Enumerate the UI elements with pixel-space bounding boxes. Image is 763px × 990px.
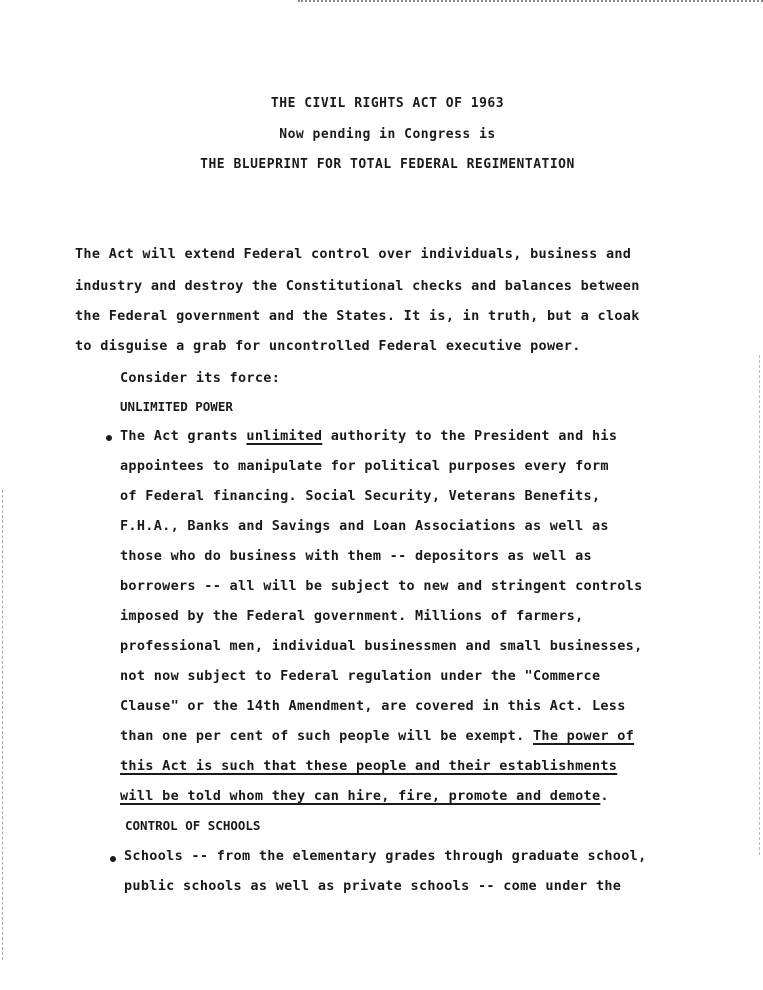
title-line-3: THE BLUEPRINT FOR TOTAL FEDERAL REGIMENTATION xyxy=(200,157,575,172)
section2-line-2: public schools as well as private schools -- come under the xyxy=(124,878,622,894)
section1-line-3: of Federal financing. Social Security, Veterans Benefits, xyxy=(120,488,601,504)
bullet-icon xyxy=(110,856,116,862)
intro-line-4: to disguise a grab for uncontrolled Federal executive power. xyxy=(75,338,581,354)
section1-line-13: will be told whom they can hire, fire, promote and demote. xyxy=(120,788,609,804)
section1-line-12 xyxy=(120,758,617,774)
underlined-text: this Act is such that these people and their establishments xyxy=(120,758,618,774)
section1-line-4: F.H.A., Banks and Savings and Loan Associations as well as xyxy=(120,518,609,534)
section1-line-2: appointees to manipulate for political purposes every form xyxy=(120,458,609,474)
intro-line-2: industry and destroy the Constitutional checks and balances between xyxy=(75,278,640,294)
underlined-text: unlimited xyxy=(246,428,323,444)
underlined-text: The power of xyxy=(532,728,635,744)
section1-line-6: borrowers -- all will be subject to new and stringent controls xyxy=(120,578,643,594)
underlined-text: will be told whom they can hire, fire, promote and demote xyxy=(120,788,601,804)
section-heading-unlimited-power: UNLIMITED POWER xyxy=(120,399,233,414)
section2-line-1: Schools -- from the elementary grades through graduate school, xyxy=(124,848,647,864)
intro-line-3: the Federal government and the States. It is, in truth, but a cloak xyxy=(75,308,640,324)
consider-line: Consider its force: xyxy=(120,370,281,386)
scan-edge-dotted-rule xyxy=(298,0,763,2)
section-heading-control-of-schools: CONTROL OF SCHOOLS xyxy=(125,818,261,833)
section1-line-7: imposed by the Federal government. Millions of farmers, xyxy=(120,608,584,624)
section1-line-9: not now subject to Federal regulation under the "Commerce xyxy=(120,668,601,684)
title-line-1: THE CIVIL RIGHTS ACT OF 1963 xyxy=(270,96,505,111)
intro-line-1: The Act will extend Federal control over individuals, business and xyxy=(75,246,632,262)
section1-line-10: Clause" or the 14th Amendment, are covered in this Act. Less xyxy=(120,698,626,714)
section1-line-11: than one per cent of such people will be exempt. The power of xyxy=(120,728,635,744)
section1-line-5: those who do business with them -- depositors as well as xyxy=(120,548,592,564)
section1-line-8: professional men, individual businessmen and small businesses, xyxy=(120,638,643,654)
title-line-2: Now pending in Congress is xyxy=(279,127,496,142)
bullet-icon xyxy=(106,435,112,441)
section1-line-1: The Act grants unlimited authority to the President and his xyxy=(120,428,618,444)
scan-edge-right-marks xyxy=(759,355,760,855)
scan-edge-left-marks xyxy=(2,490,3,960)
